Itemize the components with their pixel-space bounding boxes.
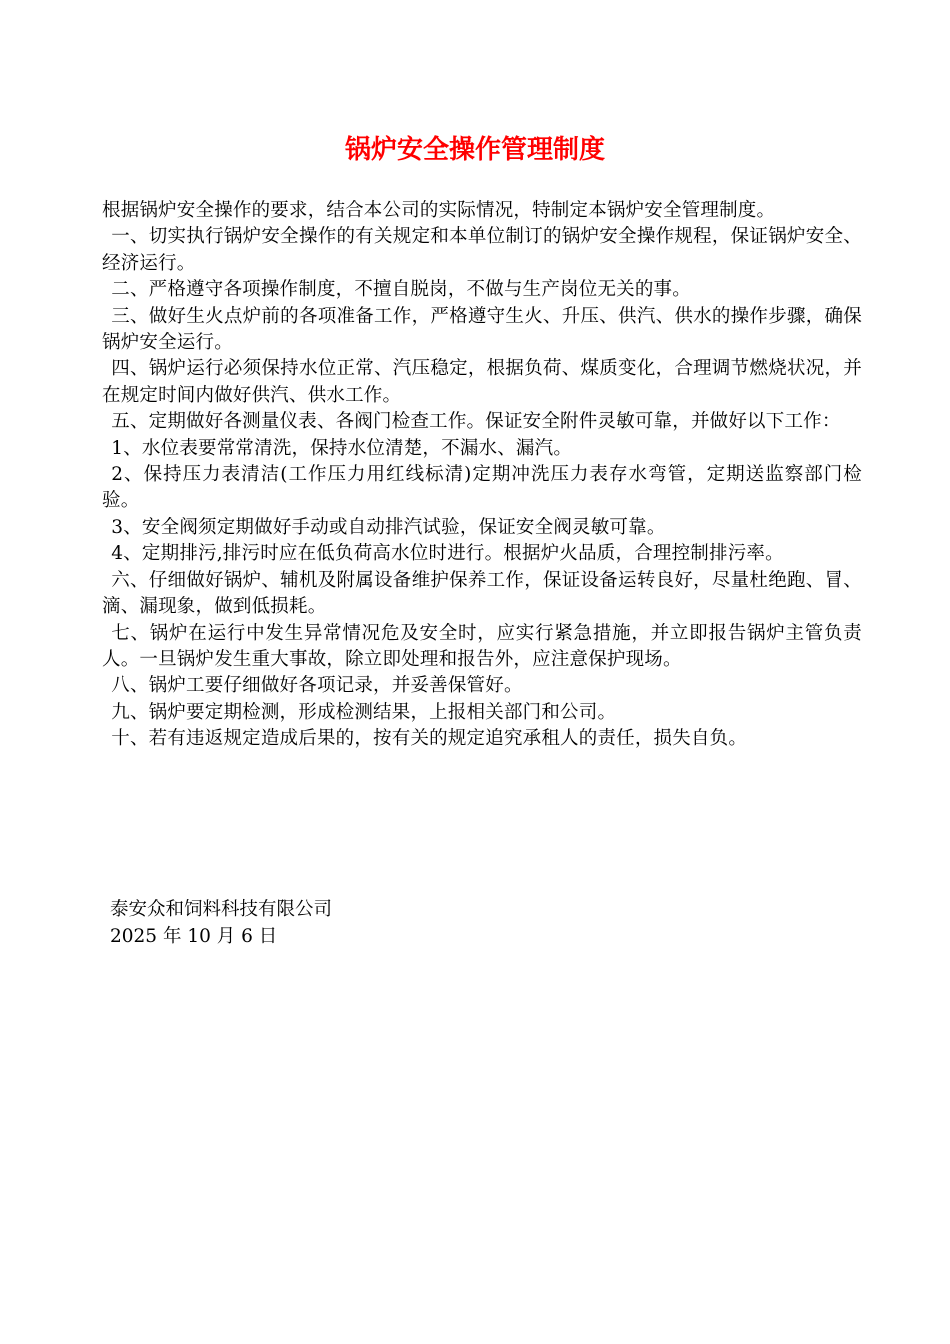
clause-9: 九、锅炉要定期检测，形成检测结果，上报相关部门和公司。 (111, 701, 617, 723)
document-title: 锅炉安全操作管理制度 (344, 135, 605, 165)
clause-7: 七、锅炉在运行中发生异常情况危及安全时，应实行紧急措施，并立即报告锅炉主管负责人。一旦锅炉发生重大事故，除立即处理和报告外，应注意保护现场。 (102, 622, 862, 670)
sub-item-3: 3、安全阀须定期做好手动或自动排汽试验，保证安全阀灵敏可靠。 (111, 516, 666, 538)
company-name: 泰安众和饲料科技有限公司 (110, 899, 333, 920)
clause-6: 六、仔细做好锅炉、辅机及附属设备维护保养工作，保证设备运转良好，尽量杜绝跑、冒、滴、漏现象，做到低损耗。 (102, 569, 862, 618)
clause-5: 五、定期做好各测量仪表、各阀门检查工作。保证安全附件灵敏可靠，并做好以下工作： (111, 411, 841, 433)
clause-4: 四、锅炉运行必须保持水位正常、汽压稳定，根据负荷、煤质变化，合理调节燃烧状况，并在规定时间内做好供汽、供水工作。 (102, 358, 862, 406)
intro-paragraph: 根据锅炉安全操作的要求，结合本公司的实际情况，特制定本锅炉安全管理制度。 (102, 200, 776, 221)
clause-10: 十、若有违返规定造成后果的，按有关的规定追究承租人的责任，损失自负。 (111, 728, 748, 750)
document-body (102, 198, 862, 753)
sub-item-1: 1、水位表要常常清洗，保持水位清楚，不漏水、漏汽。 (111, 437, 573, 459)
clause-2: 二、严格遵守各项操作制度，不擅自脱岗，不做与生产岗位无关的事。 (111, 279, 691, 301)
signature-block (110, 896, 332, 950)
clause-8: 八、锅炉工要仔细做好各项记录，并妥善保管好。 (111, 675, 523, 697)
clause-3: 三、做好生火点炉前的各项准备工作，严格遵守生火、升压、供汽、供水的操作步骤，确保锅炉安全运行。 (102, 305, 862, 354)
clause-1: 一、切实执行锅炉安全操作的有关规定和本单位制订的锅炉安全操作规程，保证锅炉安全、经济运行。 (102, 226, 862, 274)
document-date: 2025 年 10 月 6 日 (110, 926, 278, 947)
sub-item-2: 2、保持压力表清洁(工作压力用红线标清)定期冲洗压力表存水弯管，定期送监察部门检验。 (102, 464, 862, 512)
sub-item-4: 4、定期排污,排污时应在低负荷高水位时进行。根据炉火品质，合理控制排污率。 (111, 543, 784, 565)
